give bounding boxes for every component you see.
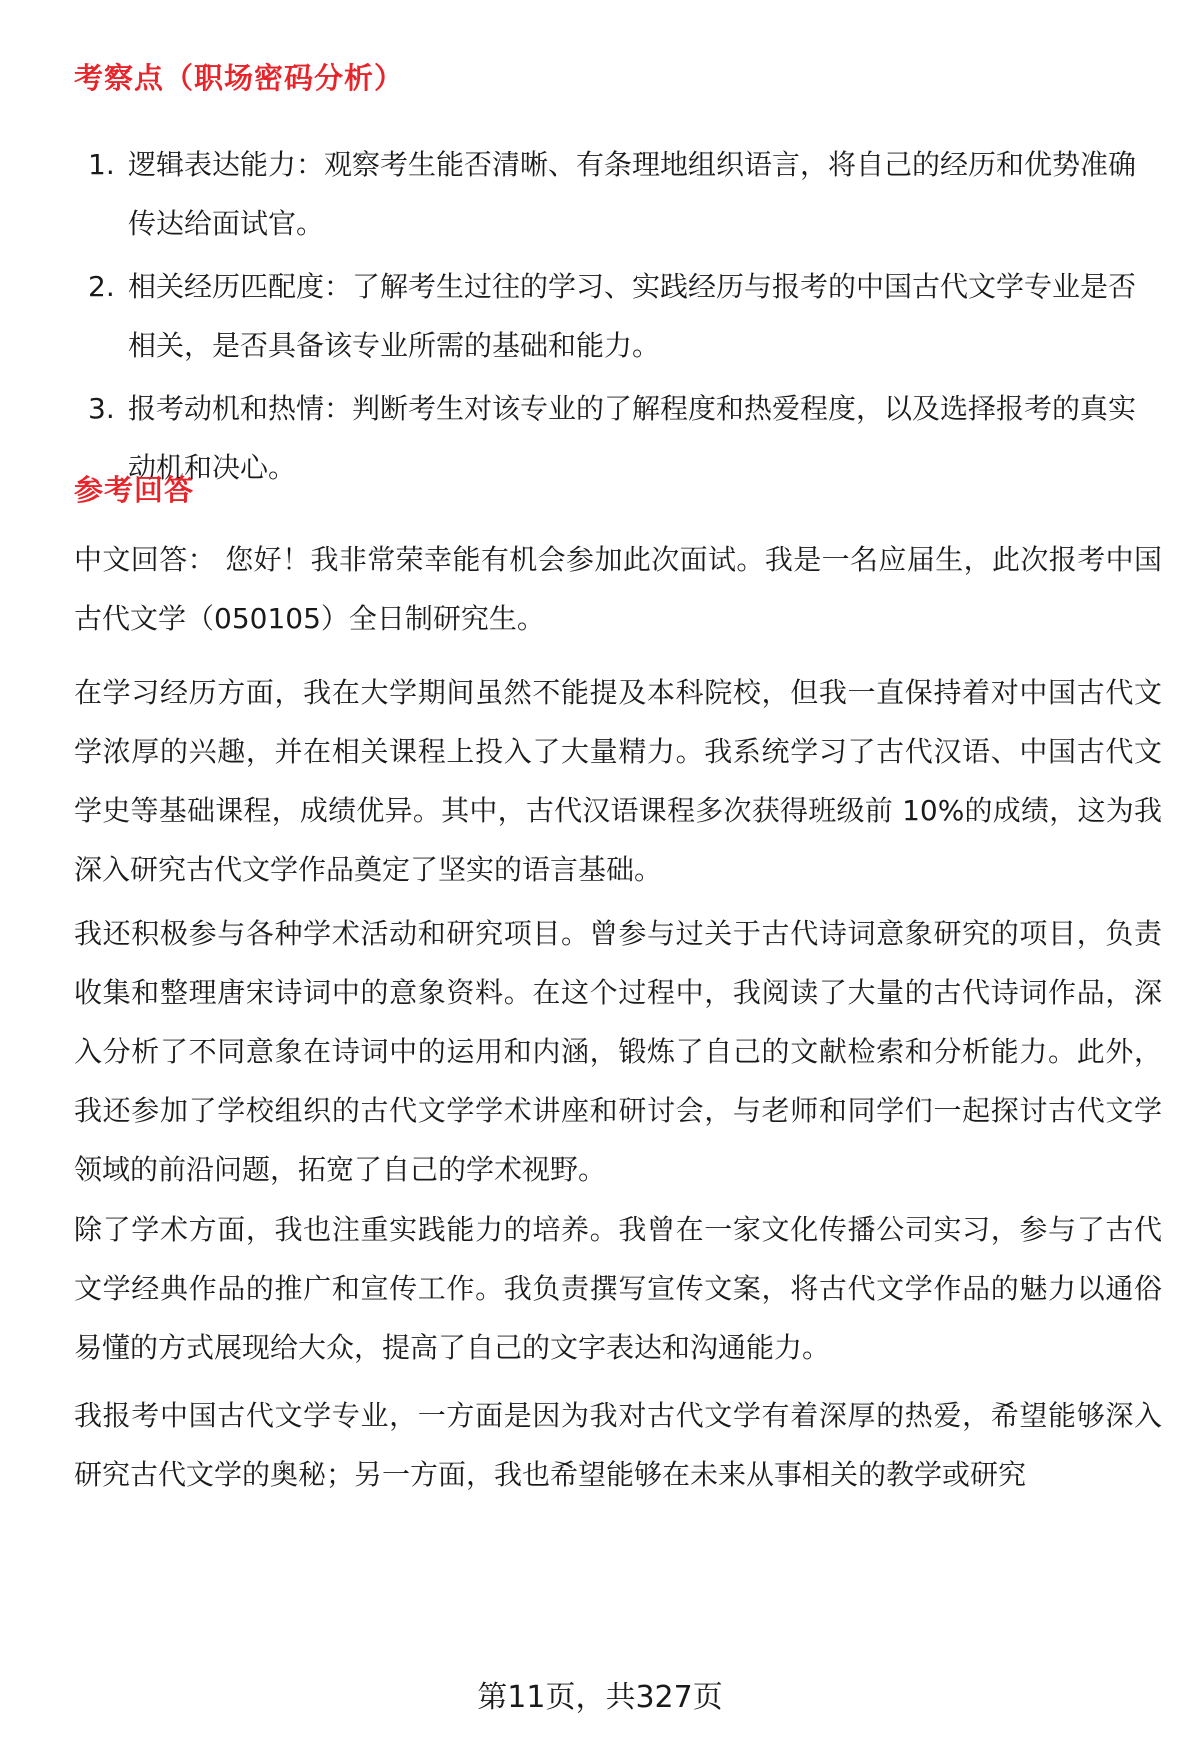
paragraph: 我报考中国古代文学专业，一方面是因为我对古代文学有着深厚的热爱，希望能够深入研究古代文学的奥秘；另一方面，我也希望能够在未来从事相关的教学或研究 bbox=[74, 1399, 1162, 1491]
points-heading: 考察点（职场密码分析） bbox=[74, 61, 405, 95]
points-list bbox=[74, 135, 1154, 501]
paragraph: 中文回答： 您好！我非常荣幸能有机会参加此次面试。我是一名应届生，此次报考中国古代文学（050105）全日制研究生。 bbox=[74, 543, 1162, 635]
list-text: 报考动机和热情：判断考生对该专业的了解程度和热爱程度，以及选择报考的真实动机和决心。 bbox=[128, 392, 1137, 484]
page-number: 第11页，共327页 bbox=[477, 1680, 723, 1715]
list-number: 1. bbox=[88, 148, 115, 181]
list-text: 逻辑表达能力：观察考生能否清晰、有条理地组织语言，将自己的经历和优势准确传达给面试官。 bbox=[128, 148, 1137, 240]
list-item bbox=[74, 379, 1154, 497]
paragraph: 除了学术方面，我也注重实践能力的培养。我曾在一家文化传播公司实习，参与了古代文学经典作品的推广和宣传工作。我负责撰写宣传文案，将古代文学作品的魅力以通俗易懂的方式展现给大众，提高了自己的文字表达和沟通能力。 bbox=[74, 1213, 1162, 1364]
list-item bbox=[74, 257, 1154, 375]
list-item bbox=[74, 135, 1154, 253]
list-number: 3. bbox=[88, 392, 115, 425]
paragraph: 我还积极参与各种学术活动和研究项目。曾参与过关于古代诗词意象研究的项目，负责收集和整理唐宋诗词中的意象资料。在这个过程中，我阅读了大量的古代诗词作品，深入分析了不同意象在诗词中的运用和内涵，锻炼了自己的文献检索和分析能力。此外，我还参加了学校组织的古代文学学术讲座和研讨会，与老师和同学们一起探讨古代文学领域的前沿问题，拓宽了自己的学术视野。 bbox=[74, 917, 1162, 1186]
list-text: 相关经历匹配度：了解考生过往的学习、实践经历与报考的中国古代文学专业是否相关，是否具备该专业所需的基础和能力。 bbox=[128, 270, 1137, 362]
answer-heading: 参考回答 bbox=[74, 473, 195, 507]
list-number: 2. bbox=[88, 270, 115, 303]
paragraph: 在学习经历方面，我在大学期间虽然不能提及本科院校，但我一直保持着对中国古代文学浓厚的兴趣，并在相关课程上投入了大量精力。我系统学习了古代汉语、中国古代文学史等基础课程，成绩优异。其中，古代汉语课程多次获得班级前 10%的成绩，这为我深入研究古代文学作品奠定了坚实的语言基础。 bbox=[74, 676, 1162, 886]
